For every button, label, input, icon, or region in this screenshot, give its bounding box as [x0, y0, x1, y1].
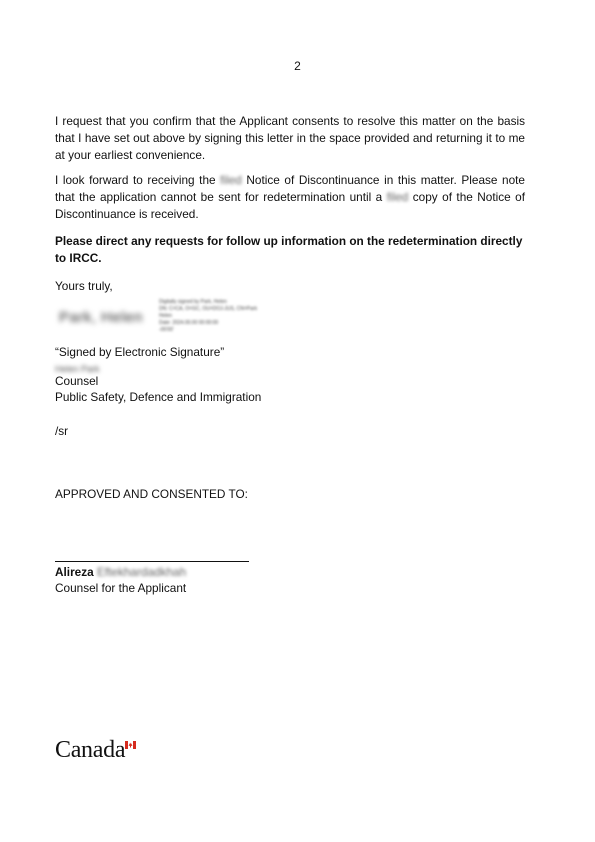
- logo-wordmark: Canada: [55, 737, 126, 763]
- paragraph-text: I look forward to receiving the: [55, 173, 221, 187]
- typist-initials: /sr: [55, 424, 69, 438]
- approval-heading: APPROVED AND CONSENTED TO:: [55, 487, 248, 501]
- redacted-last-name: Eftekhardadkhah: [96, 565, 187, 579]
- signature-details: [159, 299, 257, 334]
- applicant-counsel-role: Counsel for the Applicant: [55, 581, 187, 595]
- paragraph-text: Notice of Discontinuance in this matter. Please note that the application cannot be sent for redetermination until a: [55, 173, 525, 204]
- signature-name: Park, Helen: [59, 309, 143, 326]
- signature-detail-line: Digitally signed by Park, Helen: [159, 299, 227, 305]
- paragraph-notice-discontinuance: [55, 172, 525, 223]
- paragraph-consent-request: I request that you confirm that the Applicant consents to resolve this matter on the basis that I have set out above by signing this letter in the space provided and returning it to me at your earliest convenience.: [55, 114, 525, 162]
- page-number: 2: [294, 59, 301, 73]
- redacted-word: filed: [386, 190, 409, 204]
- signer-name: Helen Park: [55, 364, 100, 374]
- signature-line: [55, 561, 249, 562]
- signature-detail-line: -05'00': [159, 327, 174, 333]
- redacted-word: filed: [220, 173, 242, 187]
- paragraph-text: copy of the Notice of Discontinuance is received.: [55, 190, 525, 221]
- closing: Yours truly,: [55, 279, 113, 293]
- signer-division: Public Safety, Defence and Immigration: [55, 390, 262, 404]
- canada-wordmark-logo: [55, 736, 155, 766]
- signature-detail-line: DN: C=CA, O=GC, OU=DOJ-JUS, CN=Park: [159, 306, 258, 312]
- canada-flag-icon: [125, 741, 136, 749]
- applicant-counsel-name: [55, 564, 186, 581]
- signature-detail-line: Helen: [159, 313, 173, 319]
- paragraph-follow-up: Please direct any requests for follow up information on the redetermination directly to IRCC.: [55, 234, 523, 265]
- signed-note: “Signed by Electronic Signature”: [55, 345, 225, 359]
- first-name: Alireza: [55, 565, 94, 579]
- signer-title: Counsel: [55, 374, 99, 388]
- digital-signature: [57, 293, 277, 343]
- signature-detail-line: Date: 2024.00.00 00:00:00: [159, 320, 219, 326]
